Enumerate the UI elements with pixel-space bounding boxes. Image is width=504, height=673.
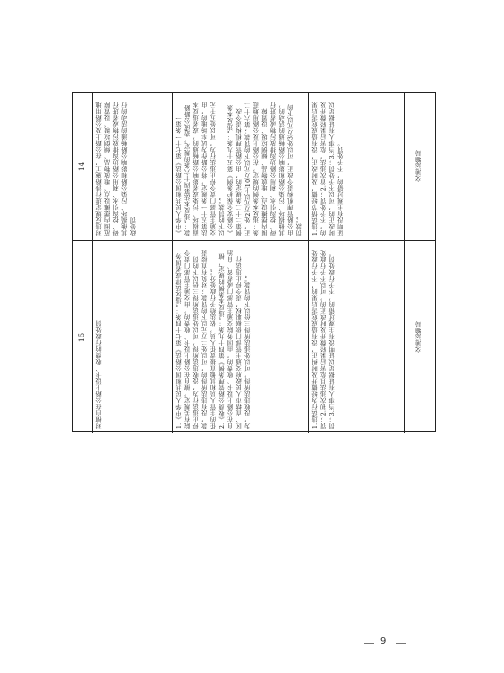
subject-text: 交通运输局 [415,150,423,183]
subject-text: 交通运输局 [415,321,423,353]
row-number: 14 [78,161,87,172]
item-cell [93,93,173,240]
legal-basis-text [173,93,308,240]
legal-basis-paragraph: 《中华人民共和国公路法》第七十一条第一款：“违反本法第四十六条的规定，造成公路路面损坏、污染或者影响公路畅通的，或者违反本法第五十一条规定，将公路作为试车场地的，由交通主管部门责令停止违法行为，可以处五千元以下的罚款。” [176,101,226,236]
page-number-dash-left [364,643,374,644]
row-number-cell [73,93,93,240]
standard-cell [309,241,405,433]
item-cell [93,241,173,433]
page-number: 9 [380,636,387,647]
item-text: 对违反规定进行涉路施工，在公路上及公路用地范围内摆摊设点、堆放物品、倾倒垃圾、设置障碍、挖沟引水、利用公路边沟排放污物或者进行其他损坏、污染公路和影响公路畅通的活动的行政处罚 [96,101,138,236]
legal-basis-cell [173,241,309,433]
legal-basis-text [173,241,308,433]
page-number-dash-right [396,643,406,644]
table-row [73,241,435,433]
subject-cell [405,241,435,433]
item-text: 对擅自在公路上设卡、收费的行政处罚 [96,320,103,429]
standard-text: 1.违法情节轻微，及时改正，没有造成危害后果的，不予处罚；2.首次违法，危害后果轻微并及时改正的，可以不予处罚；3.当事人有证据足以证明没有主观过错的，不予处罚。 [312,101,345,236]
legal-basis-cell [173,93,309,240]
standard-cell [309,93,405,240]
subject-cell [405,93,435,240]
legal-basis-paragraph: 《公路安全保护条例》第五十九条：“违反本条例第二十二条规定的，由公路管理机构责令改正，处2万元以上10万元以下的罚款；第六十二条：违反本条例的规定，在公路上及公路用地范围内摆摊设点、堆放物品、倾倒垃圾、设置障碍、挖沟引水、利用公路边沟排放污物或者进行其他损坏、污染公路和影响公路畅通的活动的，由公路管理机构责令改正，可以处3万元以下的罚款。” [227,101,304,236]
legal-basis-paragraph: 2.《收费公路管理条例》第四十九条：“违反本条例的规定，擅自在公路上设卡、收费的，由国务院交通主管部门或者省、自治区、直辖市人民政府交通主管部门依据职权，责令停止违法行为，没收违法所得，可以处违法所得三倍以下的罚款。” [218,249,252,429]
standard-text: 1.违法行为轻微并及时纠正，没有造成危害后果的，不予行政处罚；2.初次违法且危害后果轻微并及时改正的，可以不予行政处罚；3.当事人有证据足以证明没有主观过错的，不予行政处罚。 [312,249,337,429]
row-number: 15 [78,332,87,342]
row-number-cell [73,241,93,433]
enforcement-table [72,92,436,432]
legal-basis-paragraph: 1.《中华人民共和国公路法》第七十四条：“违反法律或者国务院有关规定，擅自在公路上设卡、收费的，由交通主管部门责令停止违法行为，没收违法所得，可以处违法所得三倍以下的罚款，没有违法所得的，可以处二万元以下的罚款；对负有直接责任的主管人员和其他直接责任人员，依法给予行政处分。” [176,249,218,429]
table-row [73,93,435,241]
